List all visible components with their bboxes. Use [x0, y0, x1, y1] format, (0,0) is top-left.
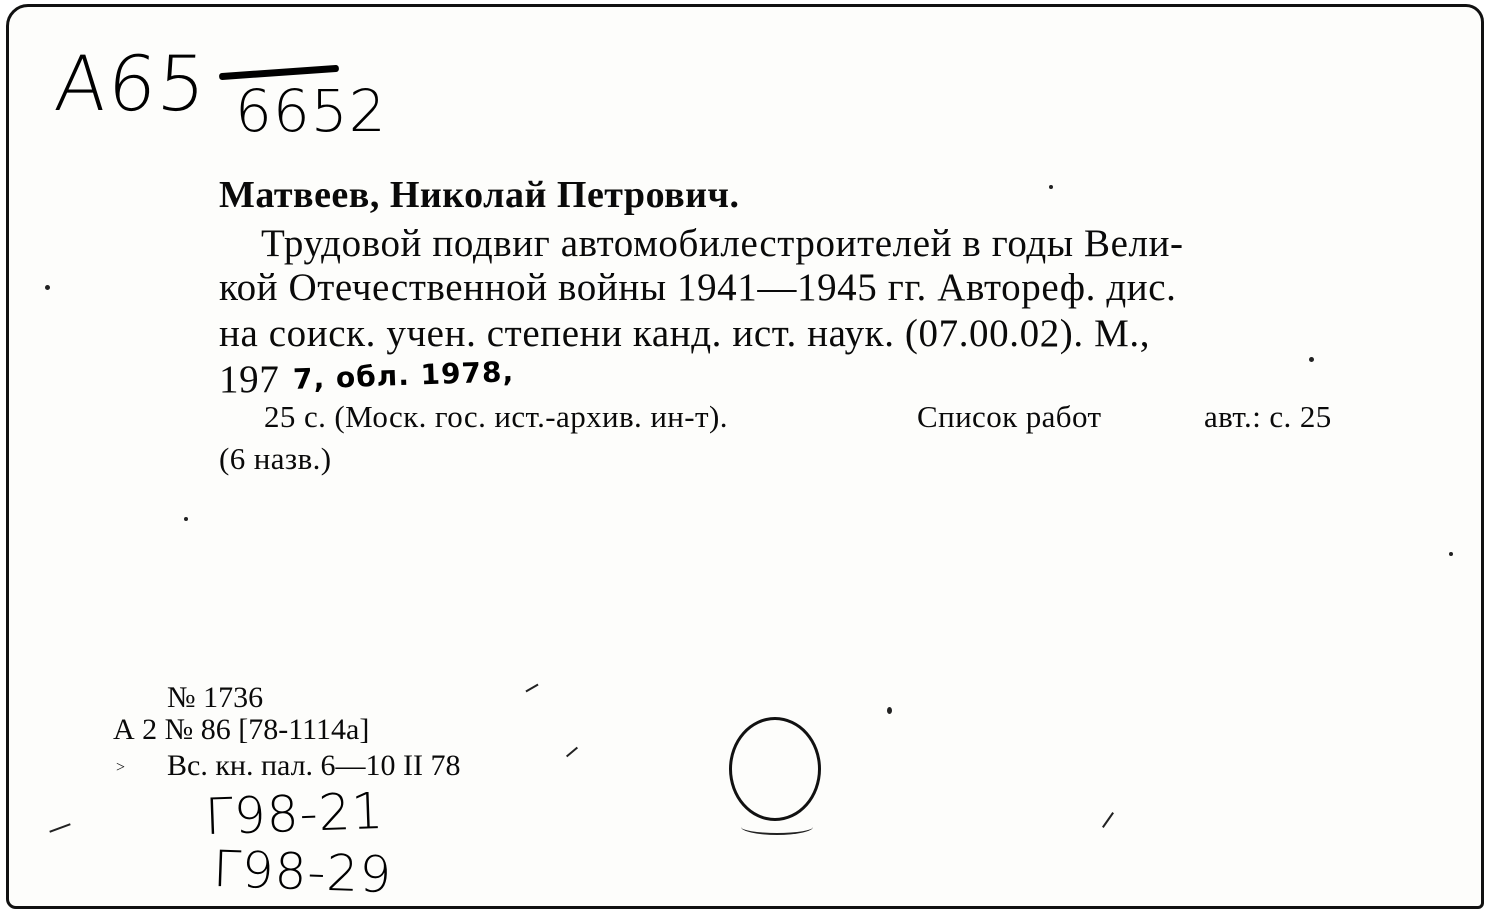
works-list-label: Список работ	[917, 399, 1102, 434]
stray-mark	[49, 823, 70, 832]
classification-code-1: Г98-21	[204, 781, 386, 847]
shelf-mark-prefix: A65	[51, 39, 210, 128]
speck	[1449, 552, 1453, 556]
title-line-2: кой Отечественной войны 1941—1945 гг. Автореф. дис.	[219, 266, 1177, 309]
works-list-pages: авт.: с. 25	[1204, 399, 1332, 434]
catalog-card	[6, 4, 1484, 909]
speck	[887, 707, 892, 714]
stray-mark	[1102, 812, 1114, 828]
shelf-mark-number: 6652	[235, 77, 387, 145]
margin-mark: ˃	[116, 759, 126, 776]
registry-number: А 2 № 86 [78-1114а]	[113, 713, 370, 746]
card-number: № 1736	[167, 681, 264, 714]
names-count: (6 назв.)	[219, 441, 332, 476]
handwritten-year-note: 7, обл. 1978,	[292, 355, 515, 396]
speck	[184, 517, 188, 521]
stamp-shadow	[741, 819, 813, 835]
title-line-1: Трудовой подвиг автомобилестроителей в годы Вели-	[261, 222, 1184, 265]
stray-mark	[566, 747, 578, 758]
speck	[45, 285, 50, 290]
book-chamber-line: Вс. кн. пал. 6—10 II 78	[167, 749, 461, 782]
author-heading: Матвеев, Николай Петрович.	[219, 174, 740, 216]
stamp-circle	[729, 717, 821, 821]
title-line-4: 197	[219, 358, 280, 401]
stray-mark	[525, 684, 538, 693]
pages-line: 25 с. (Моск. гос. ист.-архив. ин-т).	[264, 399, 728, 434]
speck	[1049, 185, 1053, 189]
speck	[1309, 357, 1314, 362]
classification-code-2: Г98-29	[212, 839, 394, 905]
title-line-3: на соиск. учен. степени канд. ист. наук. (07.00.02). М.,	[219, 312, 1151, 355]
